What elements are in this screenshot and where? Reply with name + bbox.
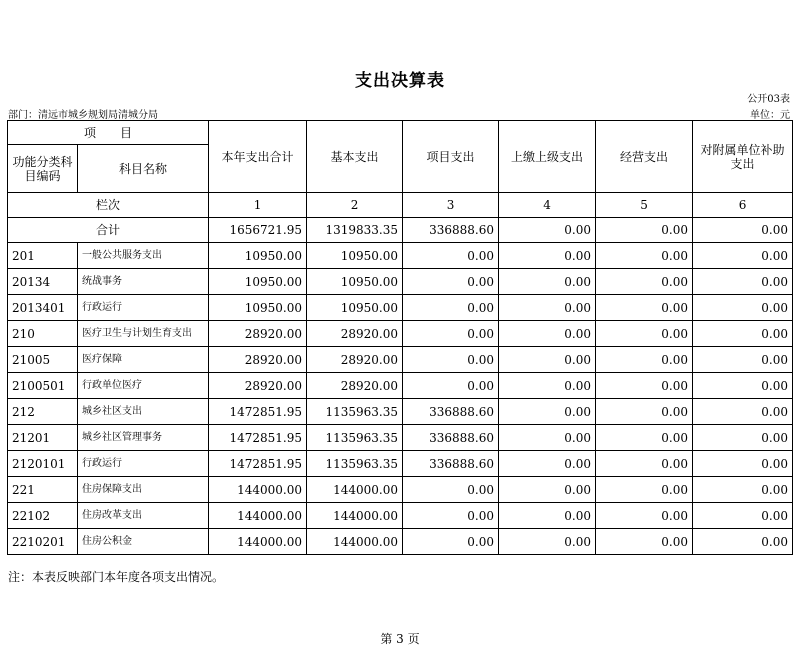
amount-cell: 0.00	[596, 529, 693, 555]
amount-cell: 10950.00	[209, 295, 307, 321]
amount-cell: 0.00	[403, 373, 499, 399]
amount-cell: 0.00	[499, 295, 596, 321]
table-row	[8, 295, 793, 321]
amount-cell: 0.00	[499, 373, 596, 399]
func-code-cell: 2013401	[8, 295, 78, 321]
total-value: 336888.60	[403, 218, 499, 243]
amount-cell: 0.00	[499, 425, 596, 451]
func-code-cell: 210	[8, 321, 78, 347]
amount-cell: 0.00	[596, 321, 693, 347]
func-code-cell: 201	[8, 243, 78, 269]
amount-cell: 0.00	[403, 321, 499, 347]
amount-cell: 0.00	[403, 243, 499, 269]
row-no: 2	[307, 193, 403, 218]
amount-cell: 28920.00	[209, 373, 307, 399]
subject-name-cell: 行政单位医疗	[78, 373, 209, 399]
amount-cell: 336888.60	[403, 425, 499, 451]
amount-cell: 1135963.35	[307, 451, 403, 477]
table-row	[8, 477, 793, 503]
row-no: 3	[403, 193, 499, 218]
amount-cell: 1135963.35	[307, 399, 403, 425]
amount-cell: 10950.00	[209, 269, 307, 295]
amount-cell: 0.00	[403, 269, 499, 295]
amount-cell: 0.00	[693, 529, 793, 555]
table-note: 注：本表反映部门本年度各项支出情况。	[8, 570, 225, 584]
amount-cell: 0.00	[693, 451, 793, 477]
page-number: 第 3 页	[380, 632, 420, 646]
table-row	[8, 347, 793, 373]
subject-name-cell: 城乡社区支出	[78, 399, 209, 425]
amount-cell: 28920.00	[209, 321, 307, 347]
amount-cell: 1472851.95	[209, 399, 307, 425]
amount-cell: 10950.00	[307, 243, 403, 269]
amount-cell: 144000.00	[307, 477, 403, 503]
func-code-cell: 20134	[8, 269, 78, 295]
amount-cell: 0.00	[693, 503, 793, 529]
amount-cell: 1135963.35	[307, 425, 403, 451]
amount-cell: 0.00	[693, 269, 793, 295]
func-code-cell: 2100501	[8, 373, 78, 399]
table-row	[8, 529, 793, 555]
amount-cell: 0.00	[403, 503, 499, 529]
amount-cell: 336888.60	[403, 451, 499, 477]
amount-cell: 0.00	[693, 295, 793, 321]
amount-cell: 0.00	[499, 243, 596, 269]
expenditure-table	[7, 120, 793, 555]
row-no: 4	[499, 193, 596, 218]
amount-cell: 0.00	[693, 399, 793, 425]
amount-cell: 0.00	[499, 503, 596, 529]
amount-cell: 0.00	[403, 295, 499, 321]
func-code-cell: 21005	[8, 347, 78, 373]
amount-cell: 10950.00	[307, 295, 403, 321]
amount-cell: 0.00	[499, 399, 596, 425]
amount-cell: 28920.00	[307, 347, 403, 373]
header-col-1: 本年支出合计	[209, 121, 307, 193]
amount-cell: 28920.00	[307, 321, 403, 347]
subject-name-cell: 一般公共服务支出	[78, 243, 209, 269]
header-col-6: 对附属单位补助支出	[693, 121, 793, 193]
amount-cell: 0.00	[403, 529, 499, 555]
header-col-5: 经营支出	[596, 121, 693, 193]
amount-cell: 0.00	[693, 243, 793, 269]
amount-cell: 0.00	[693, 373, 793, 399]
amount-cell: 0.00	[499, 321, 596, 347]
table-row	[8, 425, 793, 451]
amount-cell: 0.00	[499, 529, 596, 555]
table-row	[8, 373, 793, 399]
amount-cell: 144000.00	[209, 503, 307, 529]
department-label: 部门：清远市城乡规划局清城分局	[8, 110, 158, 121]
amount-cell: 0.00	[596, 373, 693, 399]
func-code-cell: 221	[8, 477, 78, 503]
func-code-cell: 2210201	[8, 529, 78, 555]
func-code-cell: 21201	[8, 425, 78, 451]
table-row	[8, 269, 793, 295]
amount-cell: 0.00	[596, 399, 693, 425]
total-value: 0.00	[596, 218, 693, 243]
amount-cell: 0.00	[596, 243, 693, 269]
subject-name-cell: 医疗卫生与计划生育支出	[78, 321, 209, 347]
header-subject-name: 科目名称	[78, 145, 209, 193]
subject-name-cell: 住房保障支出	[78, 477, 209, 503]
amount-cell: 144000.00	[209, 529, 307, 555]
row-no: 1	[209, 193, 307, 218]
row-no-label: 栏次	[8, 193, 209, 218]
table-row	[8, 321, 793, 347]
header-col-2: 基本支出	[307, 121, 403, 193]
subject-name-cell: 城乡社区管理事务	[78, 425, 209, 451]
amount-cell: 0.00	[596, 425, 693, 451]
total-value: 0.00	[693, 218, 793, 243]
amount-cell: 10950.00	[209, 243, 307, 269]
total-value: 0.00	[499, 218, 596, 243]
table-row	[8, 243, 793, 269]
amount-cell: 28920.00	[307, 373, 403, 399]
amount-cell: 0.00	[693, 347, 793, 373]
amount-cell: 336888.60	[403, 399, 499, 425]
amount-cell: 0.00	[596, 477, 693, 503]
func-code-cell: 22102	[8, 503, 78, 529]
subject-name-cell: 住房改革支出	[78, 503, 209, 529]
amount-cell: 0.00	[596, 295, 693, 321]
amount-cell: 144000.00	[307, 529, 403, 555]
header-col-4: 上缴上级支出	[499, 121, 596, 193]
func-code-cell: 212	[8, 399, 78, 425]
amount-cell: 0.00	[499, 347, 596, 373]
report-title: 支出决算表	[355, 71, 445, 91]
row-no: 6	[693, 193, 793, 218]
header-item: 项 目	[8, 121, 209, 145]
total-row	[8, 218, 793, 243]
amount-cell: 0.00	[596, 451, 693, 477]
total-value: 1656721.95	[209, 218, 307, 243]
table-row	[8, 503, 793, 529]
amount-cell: 0.00	[403, 477, 499, 503]
amount-cell: 0.00	[499, 451, 596, 477]
subject-name-cell: 行政运行	[78, 295, 209, 321]
table-row	[8, 399, 793, 425]
subject-name-cell: 医疗保障	[78, 347, 209, 373]
amount-cell: 0.00	[693, 477, 793, 503]
amount-cell: 144000.00	[307, 503, 403, 529]
amount-cell: 0.00	[596, 347, 693, 373]
table-row	[8, 451, 793, 477]
amount-cell: 1472851.95	[209, 451, 307, 477]
amount-cell: 0.00	[693, 425, 793, 451]
amount-cell: 0.00	[693, 321, 793, 347]
header-func-code: 功能分类科目编码	[8, 145, 78, 193]
amount-cell: 1472851.95	[209, 425, 307, 451]
unit-label: 单位：元	[750, 110, 790, 121]
total-value: 1319833.35	[307, 218, 403, 243]
amount-cell: 0.00	[499, 269, 596, 295]
amount-cell: 0.00	[596, 269, 693, 295]
amount-cell: 0.00	[596, 503, 693, 529]
total-label: 合计	[8, 218, 209, 243]
amount-cell: 144000.00	[209, 477, 307, 503]
header-col-3: 项目支出	[403, 121, 499, 193]
subject-name-cell: 住房公积金	[78, 529, 209, 555]
amount-cell: 28920.00	[209, 347, 307, 373]
subject-name-cell: 统战事务	[78, 269, 209, 295]
subject-name-cell: 行政运行	[78, 451, 209, 477]
amount-cell: 10950.00	[307, 269, 403, 295]
report-code: 公开03表	[747, 94, 790, 105]
amount-cell: 0.00	[403, 347, 499, 373]
row-no: 5	[596, 193, 693, 218]
amount-cell: 0.00	[499, 477, 596, 503]
func-code-cell: 2120101	[8, 451, 78, 477]
